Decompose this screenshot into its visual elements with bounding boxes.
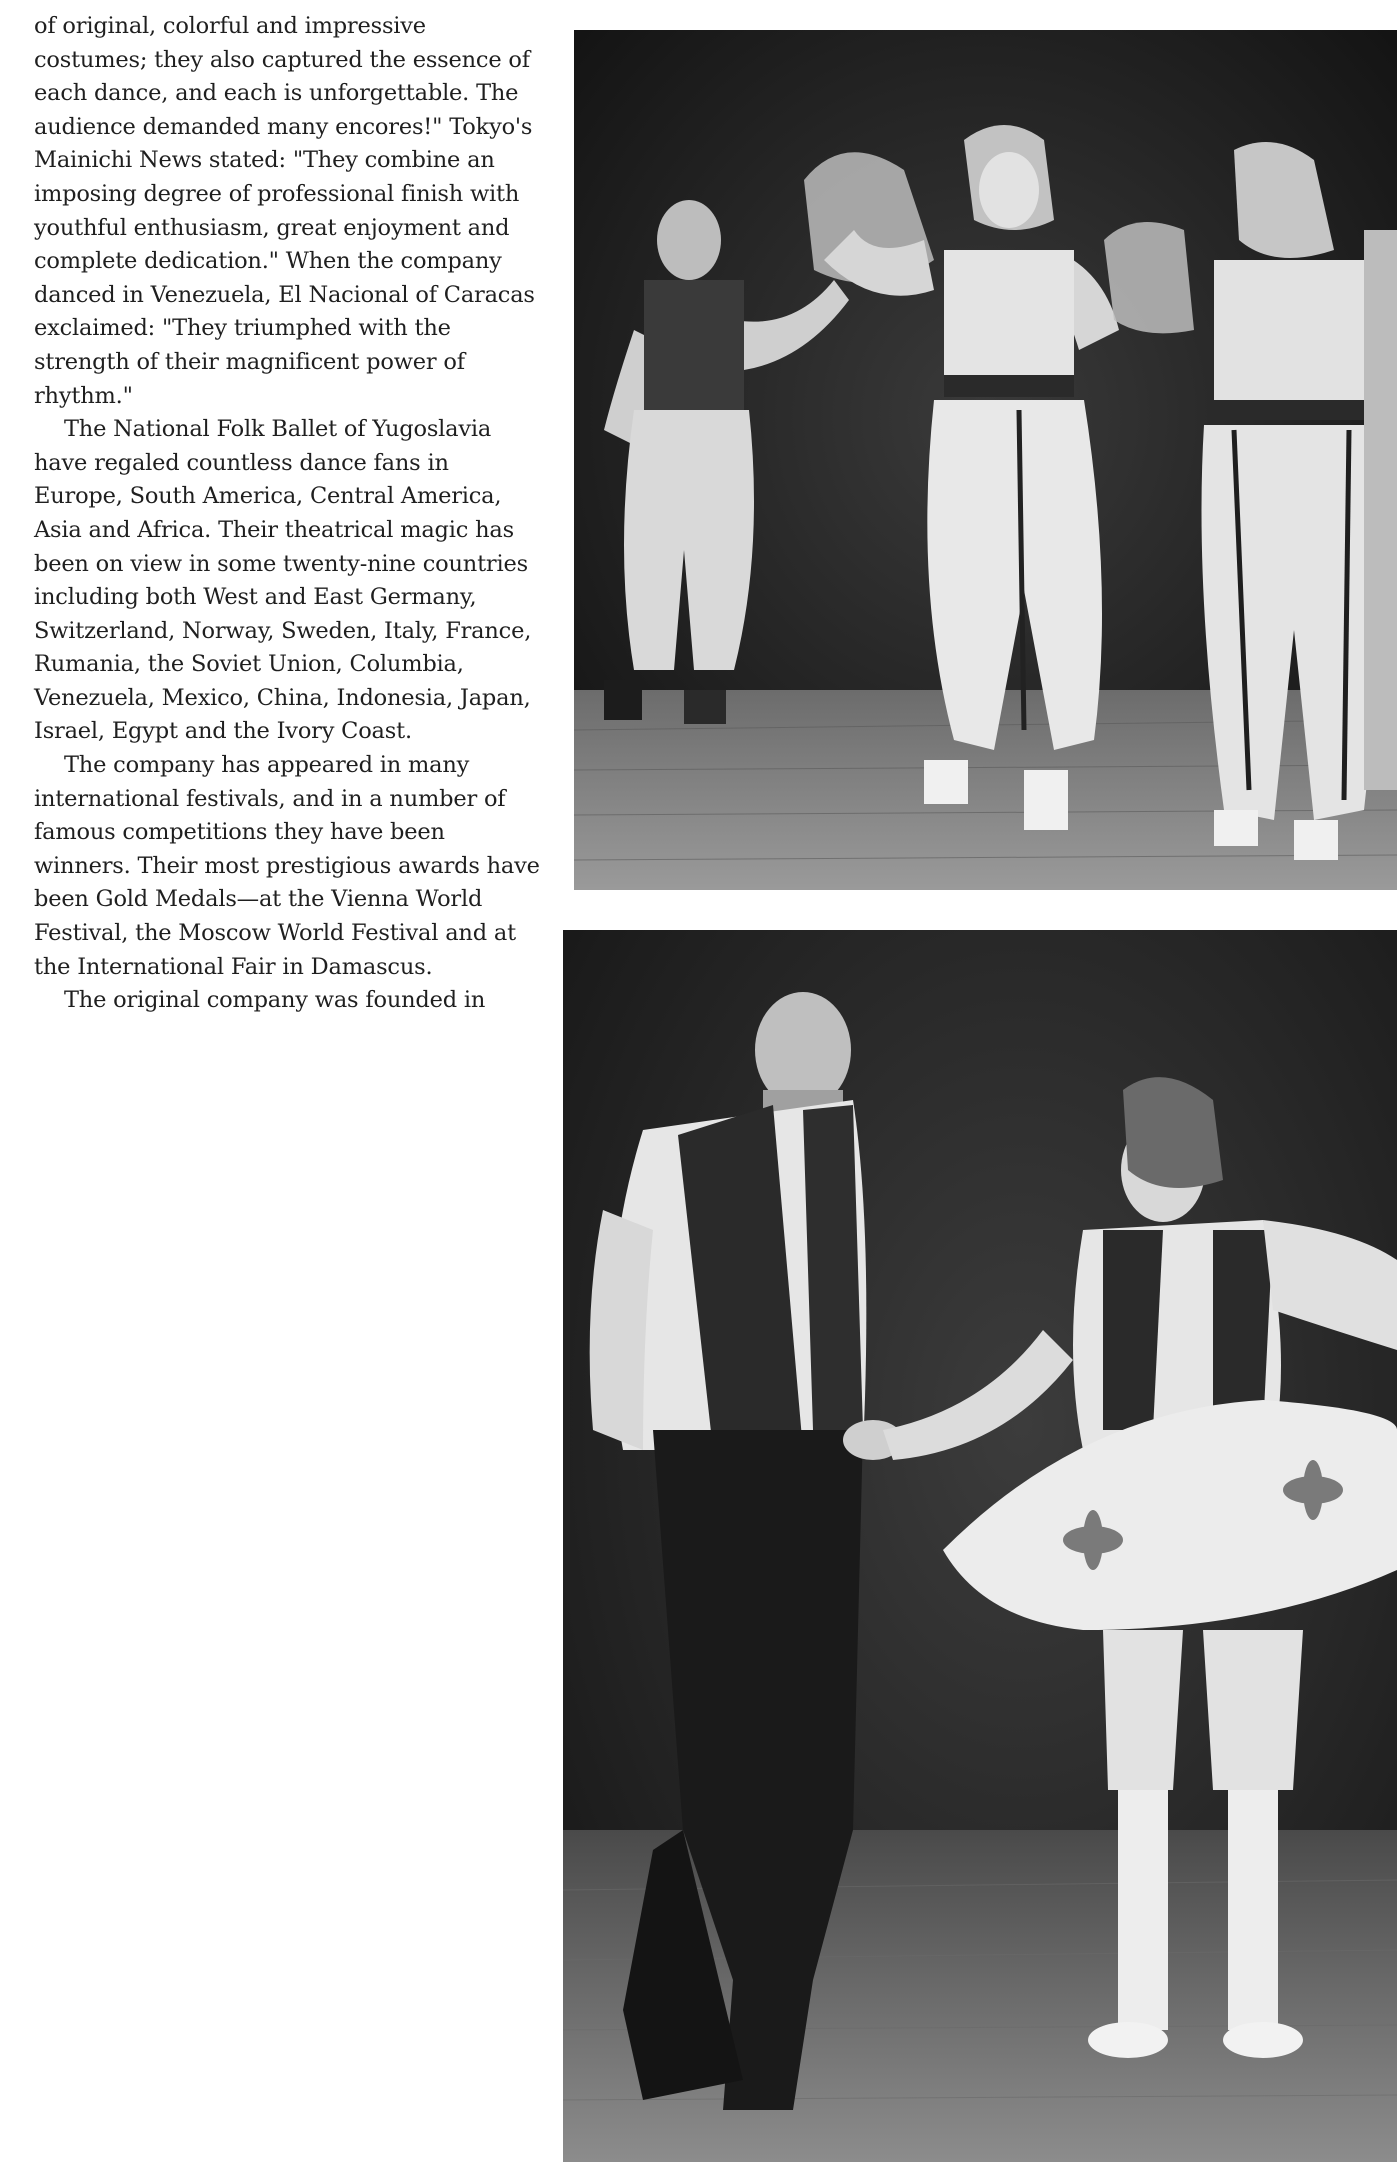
article-paragraph: The National Folk Ballet of Yugoslavia have regaled countless dance fans in Europe, South America, Central America, Asia and Africa. Their theatrical magic has been on view in some twenty-nine countries including both West and East Germany, Switzerland, Norway, Sweden, Italy, France, Rumania, the Soviet Union, Columbia, Venezuela, Mexico, China, Indonesia, Japan, Israel, Egypt and the Ivory Coast. [34, 416, 532, 745]
photo-dancers-veils-image [574, 30, 1397, 890]
photo-couple-dancing [563, 930, 1397, 2162]
photo-couple-dancing-image [563, 930, 1397, 2162]
article-paragraph: The original company was founded in [64, 987, 486, 1014]
photo-dancers-veils [574, 30, 1397, 890]
article-text-column [34, 10, 544, 1018]
article-paragraph: of original, colorful and impressive costumes; they also captured the essence of each dance, and each is unforgettable. The audience demanded many encores!" Tokyo's Mainichi News stated: "They combine an imposing degree of professional finish with youthful enthusiasm, great enjoyment and complete dedication." When the company danced in Venezuela, El Nacional of Caracas exclaimed: "They triumphed with the strength of their magnificent power of rhythm." [34, 13, 535, 409]
article-paragraph: The company has appeared in many international festivals, and in a number of famous competitions they have been winners. Their most prestigious awards have been Gold Medals—at the Vienna World Festival, the Moscow World Festival and at the International Fair in Damascus. [34, 752, 540, 980]
